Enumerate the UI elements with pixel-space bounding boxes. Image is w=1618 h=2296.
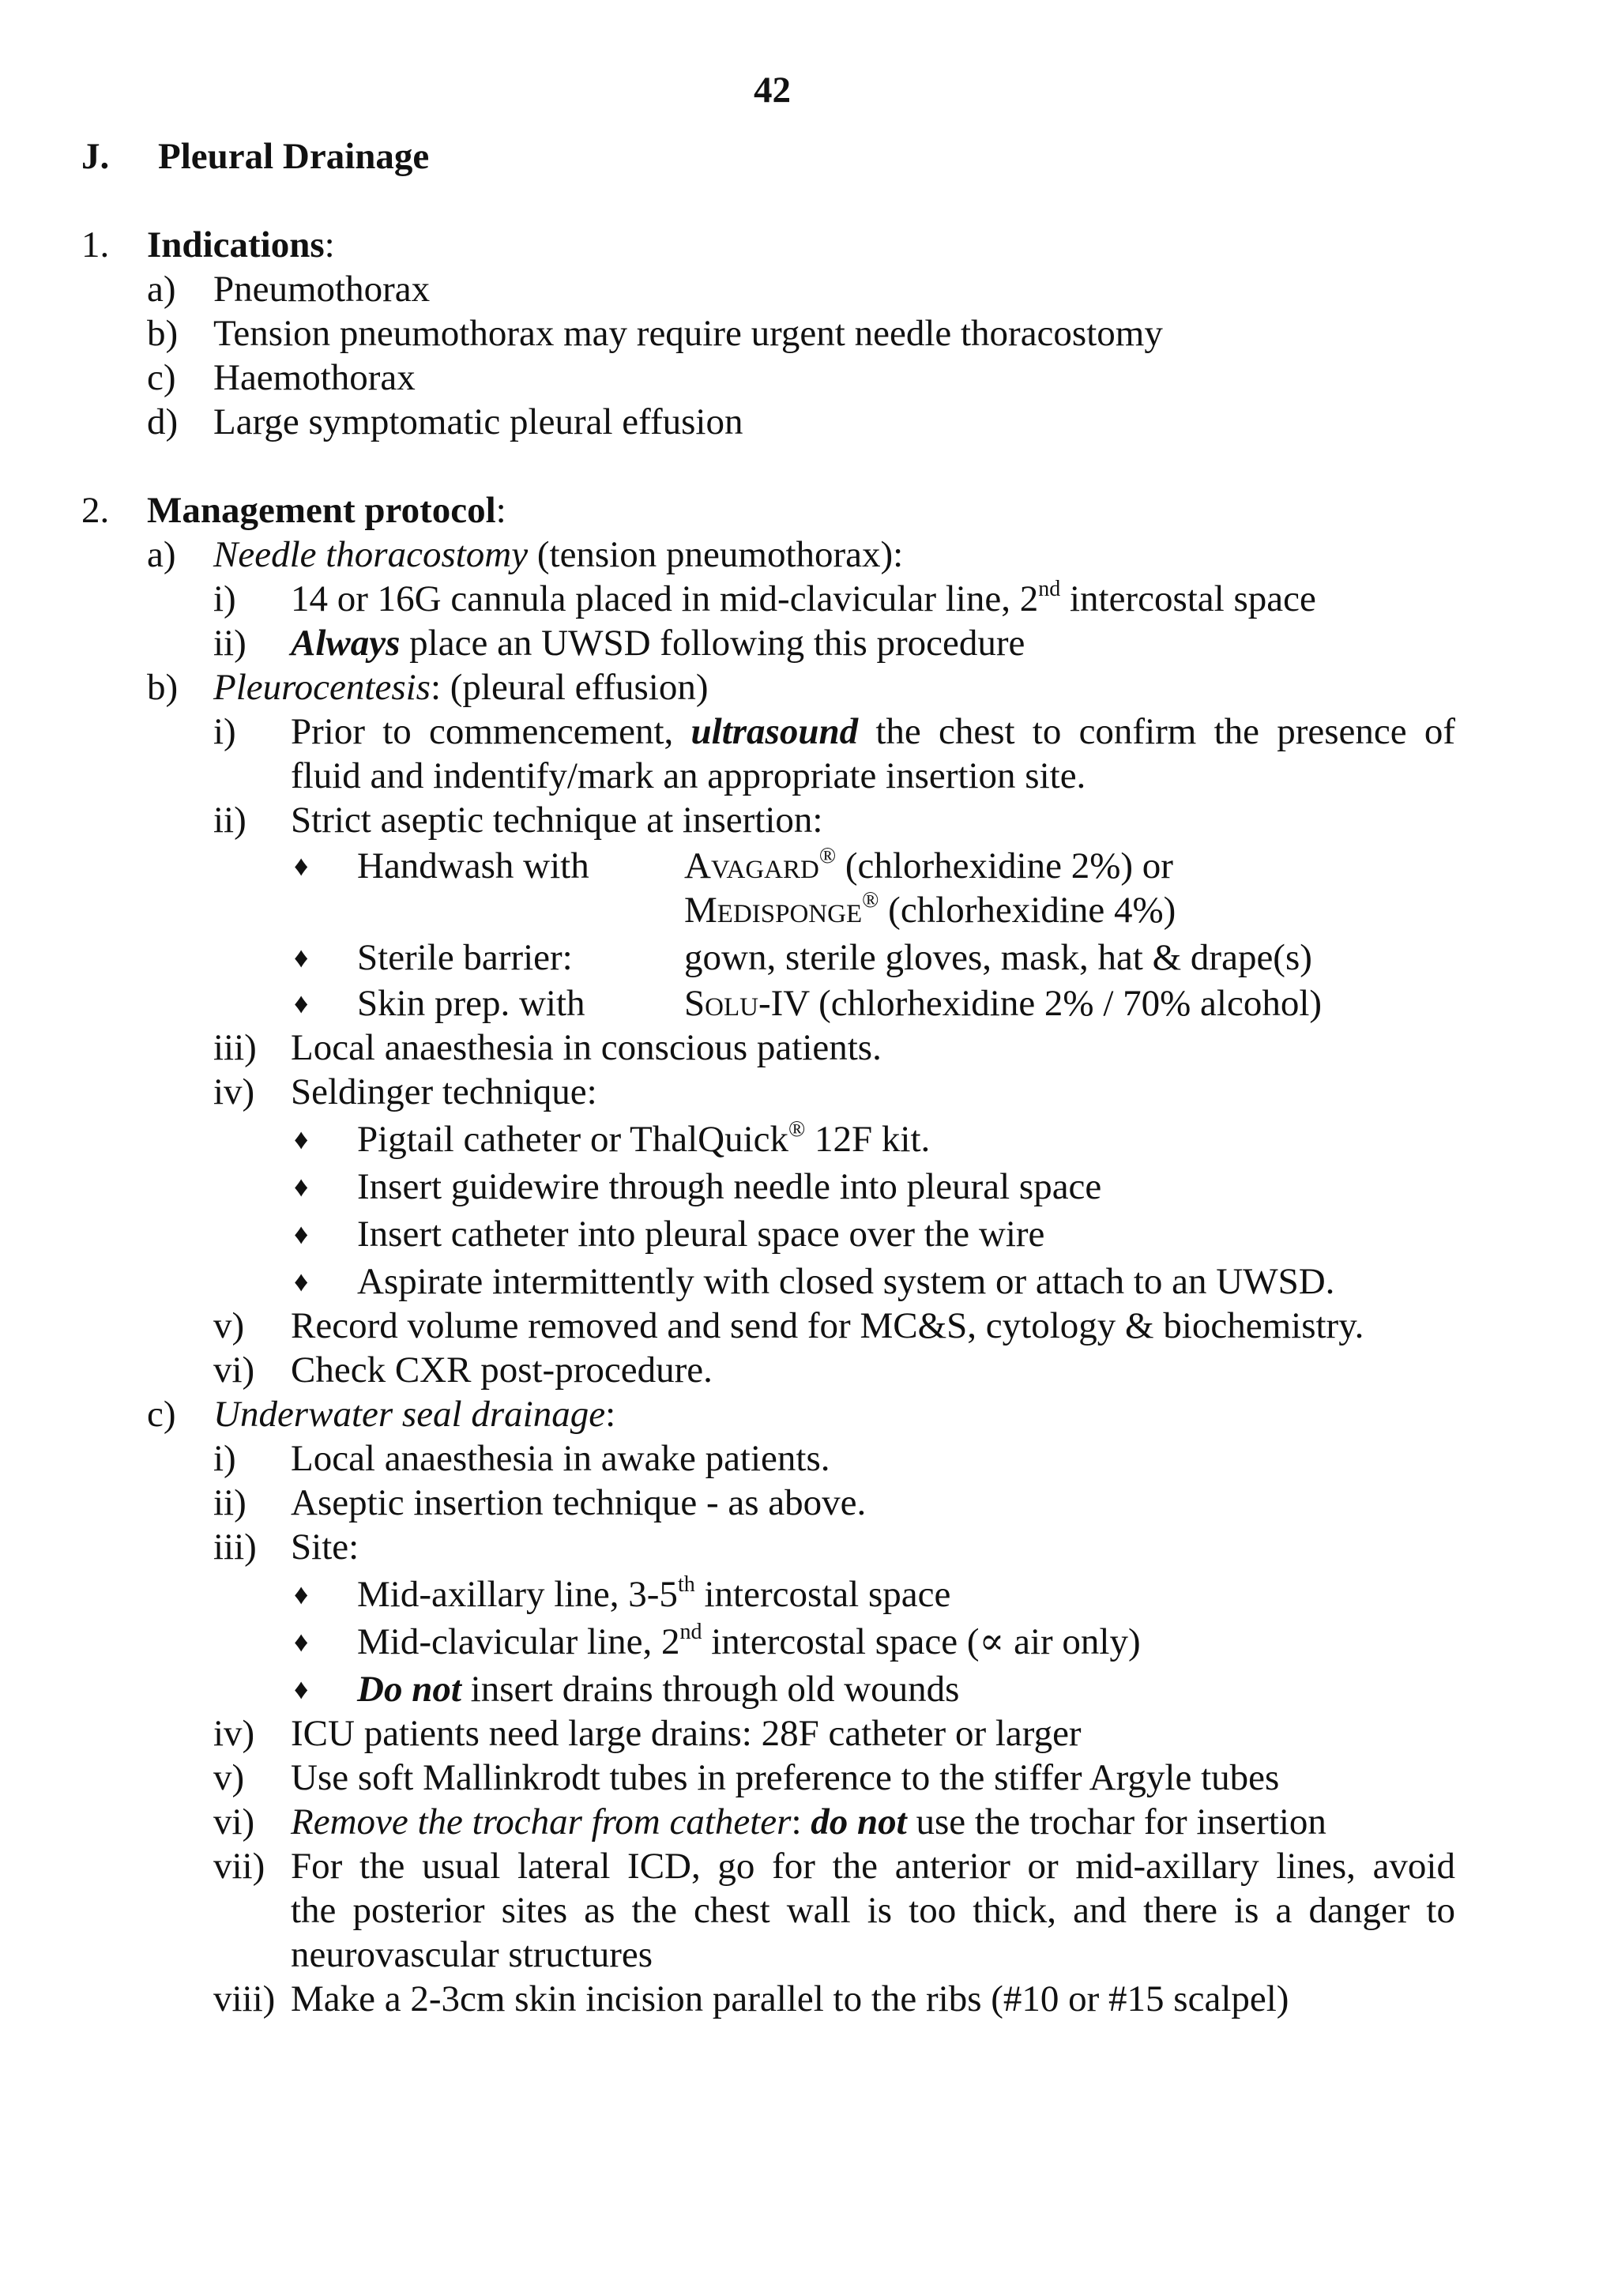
s1-label-b: b) (147, 313, 179, 354)
s2-c-item-vi (291, 1800, 1326, 1844)
s2-b-item-v: Record volume removed and send for MC&S, cytology & biochemistry. (291, 1305, 1364, 1346)
bullet-diamond-icon: ♦ (294, 850, 309, 882)
section-title: Pleural Drainage (158, 136, 430, 177)
s2-c-item-vii-line3: neurovascular structures (291, 1934, 653, 1975)
seldinger-step-1-post: 12F kit. (805, 1119, 931, 1160)
skinprep-value-rest: -IV (chlorhexidine 2% / 70% alcohol) (758, 983, 1323, 1024)
site-2-pre: Mid-clavicular line, 2 (357, 1621, 680, 1662)
barrier-value: gown, sterile gloves, mask, hat & drape(s) (684, 937, 1312, 978)
s2-a-label-i: i) (213, 578, 236, 619)
s2-a-heading (213, 533, 903, 577)
s2-c-vi-rest: use the trochar for insertion (906, 1801, 1326, 1842)
s2-a-item-i (291, 577, 1316, 621)
s2-colon: : (495, 490, 506, 531)
s2-c-item-viii: Make a 2-3cm skin incision parallel to the ribs (#10 or #15 scalpel) (291, 1978, 1289, 2019)
s2-b-label-v: v) (213, 1305, 245, 1346)
s2-a-title: Needle thoracostomy (213, 534, 529, 575)
s2-c-vi-em: Remove the trochar from catheter (291, 1801, 792, 1842)
s2-a-rest: (tension pneumothorax): (528, 534, 904, 575)
s2-b-i-post: the chest to confirm the presence of (858, 711, 1455, 752)
s2-label-c: c) (147, 1394, 176, 1435)
s2-c-item-vii-line1: For the usual lateral ICD, go for the anterior or mid-axillary lines, avoid (291, 1846, 1455, 1887)
s1-item-b: Tension pneumothorax may require urgent needle thoracostomy (213, 313, 1163, 354)
handwash-value-2 (684, 888, 1176, 932)
s2-a-i-post: intercostal space (1060, 578, 1316, 619)
s2-b-title: Pleurocentesis (213, 667, 431, 708)
s2-c-label-ii: ii) (213, 1482, 246, 1523)
s2-c-label-viii: viii) (213, 1978, 276, 2019)
s2-c-item-v: Use soft Mallinkrodt tubes in preference to the stiffer Argyle tubes (291, 1757, 1280, 1798)
s2-heading (147, 488, 506, 533)
s2-c-label-v: v) (213, 1757, 245, 1798)
bullet-diamond-icon: ♦ (294, 1579, 309, 1610)
s1-number: 1. (81, 224, 110, 265)
bullet-diamond-icon: ♦ (294, 1171, 309, 1203)
s2-c-vi-em2: do not (811, 1801, 907, 1842)
site-3 (357, 1667, 959, 1711)
s2-a-label-ii: ii) (213, 623, 246, 664)
s2-c-item-vii-line2: the posterior sites as the chest wall is too thick, and there is a danger to (291, 1890, 1455, 1931)
registered-mark: ® (788, 1117, 806, 1142)
seldinger-step-4: Aspirate intermittently with closed system or attach to an UWSD. (357, 1261, 1335, 1302)
s2-b-i-em: ultrasound (690, 711, 859, 752)
s2-a-i-sup: nd (1038, 577, 1061, 602)
bullet-diamond-icon: ♦ (294, 942, 309, 973)
s2-c-item-ii: Aseptic insertion technique - as above. (291, 1482, 867, 1523)
bullet-diamond-icon: ♦ (294, 1626, 309, 1658)
s2-a-i-pre: 14 or 16G cannula placed in mid-clavicular line, 2 (291, 578, 1039, 619)
site-1-sup: th (677, 1572, 695, 1598)
s2-c-title: Underwater seal drainage (213, 1394, 606, 1435)
s2-a-ii-em: Always (291, 623, 401, 664)
s2-c-item-i: Local anaesthesia in awake patients. (291, 1438, 830, 1479)
s2-b-item-i-line1 (291, 710, 1455, 754)
seldinger-step-1-pre: Pigtail catheter or ThalQuick (357, 1119, 788, 1160)
s1-colon: : (324, 224, 335, 265)
s2-c-label-vi: vi) (213, 1801, 255, 1842)
site-1-post: intercostal space (694, 1574, 951, 1615)
site-1 (357, 1572, 950, 1617)
s2-c-label-i: i) (213, 1438, 236, 1479)
bullet-diamond-icon: ♦ (294, 1673, 309, 1705)
registered-mark: ® (818, 844, 837, 869)
s2-b-item-iii: Local anaesthesia in conscious patients. (291, 1027, 882, 1068)
site-3-em: Do not (357, 1669, 461, 1710)
page-number: 42 (754, 70, 791, 111)
s1-title: Indications (147, 224, 325, 265)
site-2 (357, 1620, 1141, 1664)
s2-b-item-i-line2: fluid and indentify/mark an appropriate insertion site. (291, 755, 1086, 796)
s2-c-vi-mid: : (791, 1801, 811, 1842)
bullet-diamond-icon: ♦ (294, 1218, 309, 1250)
section-letter: J. (81, 136, 110, 177)
s1-item-a: Pneumothorax (213, 269, 431, 310)
s2-c-item-iii: Site: (291, 1526, 359, 1568)
s2-a-item-ii (291, 621, 1025, 665)
s2-b-label-ii: ii) (213, 800, 246, 841)
s1-label-d: d) (147, 401, 179, 442)
s2-c-label-vii: vii) (213, 1846, 265, 1887)
s1-item-c: Haemothorax (213, 357, 416, 398)
s2-label-b: b) (147, 667, 179, 708)
s2-b-item-iv: Seldinger technique: (291, 1071, 597, 1112)
seldinger-step-3: Insert catheter into pleural space over the wire (357, 1214, 1045, 1255)
s1-label-a: a) (147, 269, 176, 310)
s2-label-a: a) (147, 534, 176, 575)
s2-b-heading (213, 665, 708, 710)
brand-solu: Solu (684, 983, 758, 1024)
s2-c-heading (213, 1392, 615, 1436)
site-1-pre: Mid-axillary line, 3-5 (357, 1574, 678, 1615)
brand-avagard: Avagard (684, 845, 819, 886)
registered-mark: ® (862, 888, 879, 913)
s2-b-item-ii: Strict aseptic technique at insertion: (291, 800, 823, 841)
brand-medisponge: Medisponge (684, 890, 863, 931)
site-2-post: intercostal space (∝ air only) (702, 1621, 1141, 1662)
s2-b-item-vi: Check CXR post-procedure. (291, 1349, 713, 1391)
handwash-value (684, 844, 1173, 888)
s1-label-c: c) (147, 357, 176, 398)
s2-b-rest: : (pleural effusion) (430, 667, 709, 708)
handwash-value-rest: (chlorhexidine 2%) or (836, 845, 1173, 886)
bullet-diamond-icon: ♦ (294, 1266, 309, 1297)
s2-c-rest: : (605, 1394, 616, 1435)
s1-heading (147, 223, 335, 267)
s2-b-label-iii: iii) (213, 1027, 257, 1068)
skinprep-value (684, 981, 1322, 1026)
s2-c-label-iii: iii) (213, 1526, 257, 1568)
s2-b-label-i: i) (213, 711, 236, 752)
s2-number: 2. (81, 490, 110, 531)
seldinger-step-2: Insert guidewire through needle into pleural space (357, 1166, 1102, 1207)
bullet-diamond-icon: ♦ (294, 1124, 309, 1155)
s2-c-item-iv: ICU patients need large drains: 28F catheter or larger (291, 1713, 1082, 1754)
s2-b-label-iv: iv) (213, 1071, 255, 1112)
handwash-key: Handwash with (357, 845, 589, 886)
site-3-post: insert drains through old wounds (461, 1669, 960, 1710)
bullet-diamond-icon: ♦ (294, 988, 309, 1019)
s1-item-d: Large symptomatic pleural effusion (213, 401, 743, 442)
site-2-sup: nd (679, 1620, 702, 1645)
s2-a-ii-rest: place an UWSD following this procedure (400, 623, 1025, 664)
barrier-key: Sterile barrier: (357, 937, 573, 978)
s2-title: Management protocol (147, 490, 496, 531)
s2-b-label-vi: vi) (213, 1349, 255, 1391)
s2-c-label-iv: iv) (213, 1713, 255, 1754)
seldinger-step-1 (357, 1117, 930, 1161)
skinprep-key: Skin prep. with (357, 983, 585, 1024)
handwash-value-2-rest: (chlorhexidine 4%) (879, 890, 1176, 931)
s2-b-i-pre: Prior to commencement, (291, 711, 691, 752)
